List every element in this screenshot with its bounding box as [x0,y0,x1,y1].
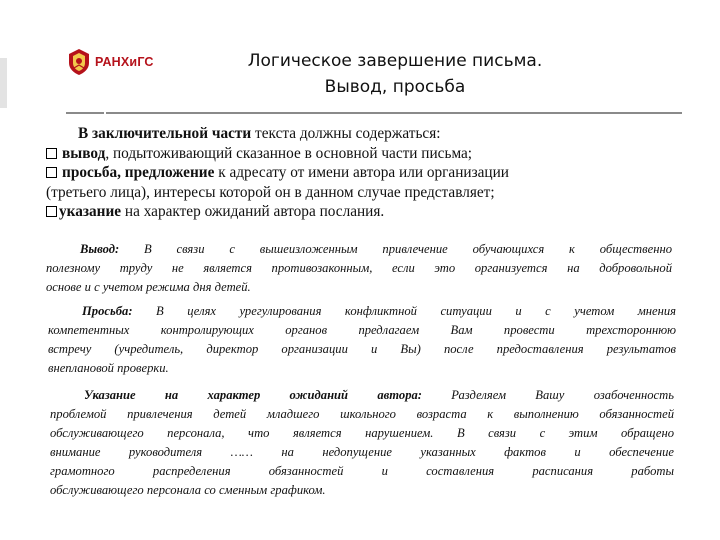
item3-rest: на характер ожиданий автора послания. [121,203,385,220]
example-line: компетентных контролирующих органов предлагаем Вам провести трехстороннюю [48,323,676,337]
example-label: Вывод: [80,242,120,256]
example-line: внеплановой проверки. [48,361,169,375]
example-line [46,240,672,259]
ranepa-logo [66,48,154,76]
example-line [50,386,674,405]
intro-line [46,124,676,144]
example-request [48,302,676,378]
item3-bold: указание [59,203,122,220]
title-line-2: Вывод, просьба [324,77,466,97]
example-text: В целях урегулирования конфликтной ситуации и с учетом мнения [132,304,676,318]
example-indication [50,386,674,500]
intro-bold: В заключительной части [78,125,252,142]
example-line [48,302,676,321]
example-line: проблемой привлечения детей младшего школьного возраста к выполнению обязанностей [50,407,674,421]
example-line: встречу (учредитель, директор организации и Вы) после предоставления результатов [48,342,676,356]
title-divider-short [66,112,104,114]
example-line: основе и с учетом режима дня детей. [46,280,251,294]
item2-bold: просьба, предложение [62,164,215,181]
example-line: грамотного распределения обязанностей и составления расписания работы [50,464,674,478]
example-conclusion [46,240,672,297]
main-text [46,124,676,222]
logo-text: РАНХиГС [95,55,154,69]
example-line: внимание руководителя …… на недопущение указанных фактов и обеспечение [50,445,674,459]
title-divider [106,112,682,114]
example-label: Просьба: [82,304,133,318]
slide-title [210,48,580,100]
example-line: полезному труду не является противозаконным, если это организуется на добровольной [46,261,672,275]
example-line: обслуживающего персонала, что является нарушением. В связи с этим обращено [50,426,674,440]
example-label: Указание на характер ожиданий автора: [84,388,422,402]
list-item-request [46,163,676,183]
title-line-1: Логическое завершение письма. [247,51,543,71]
item1-rest: , подытоживающий сказанное в основной части письма; [105,144,473,162]
checkbox-bullet-icon [46,148,57,159]
example-text: Разделяем Вашу озабоченность [422,388,674,402]
checkbox-bullet-icon [46,167,57,178]
list-item-request-cont: (третьего лица), интересы которой он в данном случае представляет; [46,183,495,201]
list-item-conclusion [46,144,676,164]
intro-rest: текста должны содержаться: [251,125,441,142]
slide-edge-marker [0,58,7,108]
emblem-icon [66,48,92,76]
checkbox-bullet-icon [46,206,57,217]
list-item-indication [46,202,676,222]
item1-bold: вывод [62,144,106,162]
example-text: В связи с вышеизложенным привлечение обучающихся к общественно [119,242,672,256]
item2-rest: к адресату от имени автора или организации [214,164,509,181]
example-line: обслуживающего персонала со сменным графиком. [50,483,326,497]
